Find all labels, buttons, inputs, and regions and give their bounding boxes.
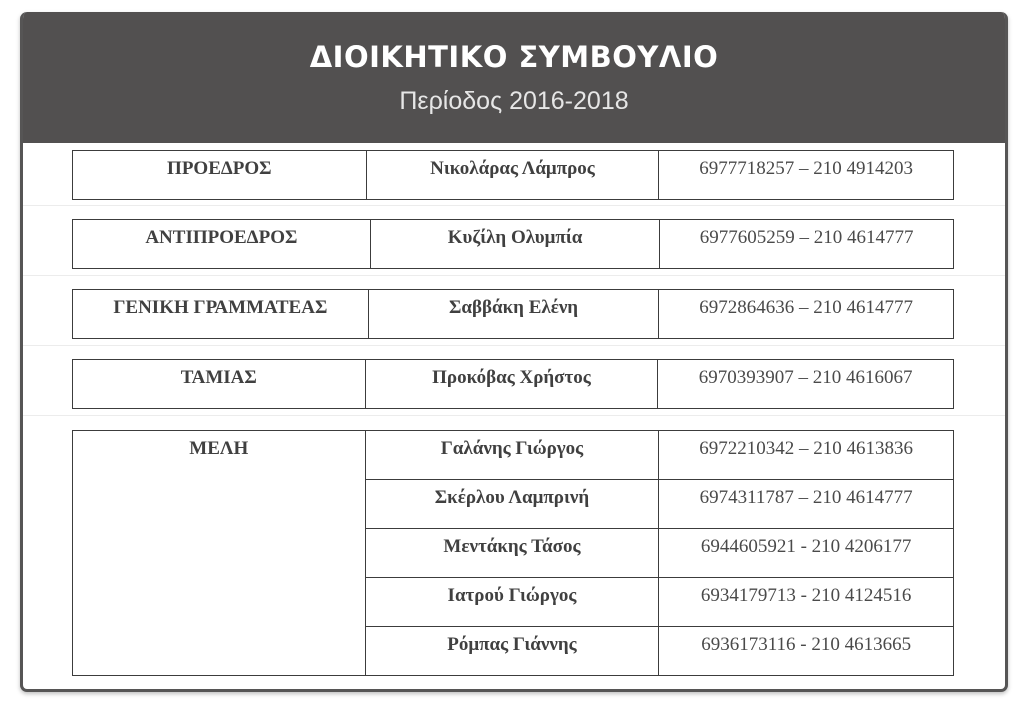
role-cell: ΠΡΟΕΔΡΟΣ [73, 151, 367, 200]
president-table [72, 150, 954, 200]
period-subtitle: Περίοδος 2016-2018 [399, 87, 629, 115]
phone-cell: 6944605921 - 210 4206177 [659, 529, 954, 578]
table-row [73, 151, 954, 200]
phone-cell: 6970393907 – 210 4616067 [658, 360, 954, 409]
phone-cell: 6977605259 – 210 4614777 [660, 220, 954, 269]
section-vice-president [23, 206, 1005, 276]
name-cell: Σκέρλου Λαμπρινή [365, 480, 659, 529]
table-row [73, 360, 954, 409]
phone-cell: 6972210342 – 210 4613836 [659, 431, 954, 480]
page-title: ΔΙΟΙΚΗΤΙΚΟ ΣΥΜΒΟΥΛΙΟ [309, 40, 719, 74]
general-secretary-table [72, 289, 954, 339]
phone-cell: 6974311787 – 210 4614777 [659, 480, 954, 529]
role-cell: ΤΑΜΙΑΣ [73, 360, 366, 409]
section-members [23, 416, 1005, 689]
table-row [73, 431, 954, 480]
phone-cell: 6934179713 - 210 4124516 [659, 578, 954, 627]
role-cell: ΑΝΤΙΠΡΟΕΔΡΟΣ [73, 220, 371, 269]
name-cell: Ρόμπας Γιάννης [365, 627, 659, 676]
vice-president-table [72, 219, 954, 269]
name-cell: Σαββάκη Ελένη [368, 290, 659, 339]
members-table [72, 430, 954, 676]
section-president [23, 143, 1005, 206]
name-cell: Ιατρού Γιώργος [365, 578, 659, 627]
name-cell: Κυζίλη Ολυμπία [370, 220, 660, 269]
name-cell: Γαλάνης Γιώργος [365, 431, 659, 480]
table-row [73, 290, 954, 339]
name-cell: Νικολάρας Λάμπρος [366, 151, 659, 200]
section-general-secretary [23, 276, 1005, 346]
phone-cell: 6977718257 – 210 4914203 [659, 151, 954, 200]
role-cell: ΜΕΛΗ [73, 431, 366, 676]
phone-cell: 6936173116 - 210 4613665 [659, 627, 954, 676]
section-treasurer [23, 346, 1005, 416]
role-cell: ΓΕΝΙΚΗ ΓΡΑΜΜΑΤΕΑΣ [73, 290, 369, 339]
board-card [20, 12, 1008, 692]
name-cell: Μεντάκης Τάσος [365, 529, 659, 578]
table-row [73, 220, 954, 269]
card-header [20, 12, 1008, 143]
treasurer-table [72, 359, 954, 409]
name-cell: Προκόβας Χρήστος [365, 360, 658, 409]
phone-cell: 6972864636 – 210 4614777 [659, 290, 954, 339]
